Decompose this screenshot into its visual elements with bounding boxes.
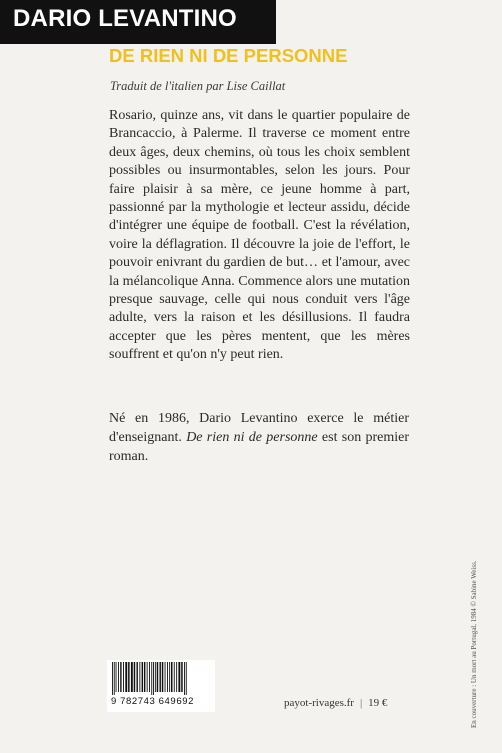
barcode-bar: [176, 662, 177, 692]
barcode-bar: [134, 662, 136, 692]
barcode-bar: [186, 662, 187, 695]
barcode-bar: [174, 662, 175, 692]
barcode-bar: [178, 662, 180, 692]
barcode-bar: [157, 662, 159, 692]
barcode-bar: [153, 662, 154, 695]
barcode-bar: [155, 662, 156, 692]
bio-intro: Né en 1986, Dario Levantino exerce le métier d'enseignant.: [109, 411, 409, 445]
barcode-panel: [107, 660, 215, 712]
barcode-bar: [120, 662, 121, 692]
barcode-bar: [131, 662, 133, 692]
footer-line: [284, 697, 387, 709]
barcode-bar: [123, 662, 124, 692]
barcode-bar: [125, 662, 127, 692]
translator-credit: Traduit de l'italien par Lise Caillat: [110, 79, 286, 93]
publisher-website: payot-rivages.fr: [284, 697, 354, 709]
barcode-bar: [151, 662, 152, 695]
barcode-graphic: [111, 662, 211, 695]
barcode-bar: [171, 662, 173, 692]
barcode-bar: [118, 662, 119, 692]
barcode-bar: [147, 662, 148, 692]
author-banner: [0, 0, 276, 44]
author-name: DARIO LEVANTINO: [13, 5, 237, 32]
cover-photo-credit: En couverture : Un mort au Portugal, 1984 © Sabine Weiss.: [470, 560, 478, 728]
barcode-bar: [137, 662, 138, 692]
barcode-bar: [162, 662, 164, 692]
barcode-bar: [114, 662, 115, 695]
barcode-bar: [139, 662, 140, 692]
barcode-bar: [142, 662, 143, 692]
bio-outro: est son premier roman.: [109, 430, 409, 464]
barcode-bar: [184, 662, 185, 695]
barcode-bar: [149, 662, 150, 692]
book-title: DE RIEN NI DE PERSONNE: [109, 45, 348, 66]
author-bio: [109, 409, 409, 466]
barcode-bar: [181, 662, 183, 692]
bio-book-title: De rien ni de personne: [186, 430, 318, 445]
barcode-bar: [116, 662, 117, 692]
synopsis-text: Rosario, quinze ans, vit dans le quartier populaire de Brancaccio, à Palerme. Il traverse ce moment entre deux âges, deux chemins, où tous les choix semblent possibles ou insurmontables, selon les jours. Pour faire plaisir à sa mère, ce jeune homme à part, passionné par la mythologie et lecteur assidu, décide d'intégrer une équipe de football. C'est la révélation, voire la déflagration. Il découvre la joie de l'effort, le pouvoir enivrant du gardien de but… et l'amour, avec la mélancolique Anna. Commence alors une mutation presque sauvage, celle qui nous conduit vers l'âge adulte, vers la raison et les désillusions. Il faudra accepter que les pères mentent, que les mères souffrent et qu'on n'y peut rien.: [109, 108, 410, 363]
barcode-bar: [112, 662, 113, 695]
barcode-bar: [160, 662, 161, 692]
isbn-number: 9 782743 649692: [111, 696, 194, 707]
barcode-bar: [169, 662, 170, 692]
barcode-bar: [144, 662, 146, 692]
footer-separator: |: [359, 697, 363, 709]
barcode-bar: [167, 662, 168, 692]
barcode-bar: [165, 662, 166, 692]
price-label: 19 €: [368, 697, 388, 709]
barcode-bar: [128, 662, 130, 692]
